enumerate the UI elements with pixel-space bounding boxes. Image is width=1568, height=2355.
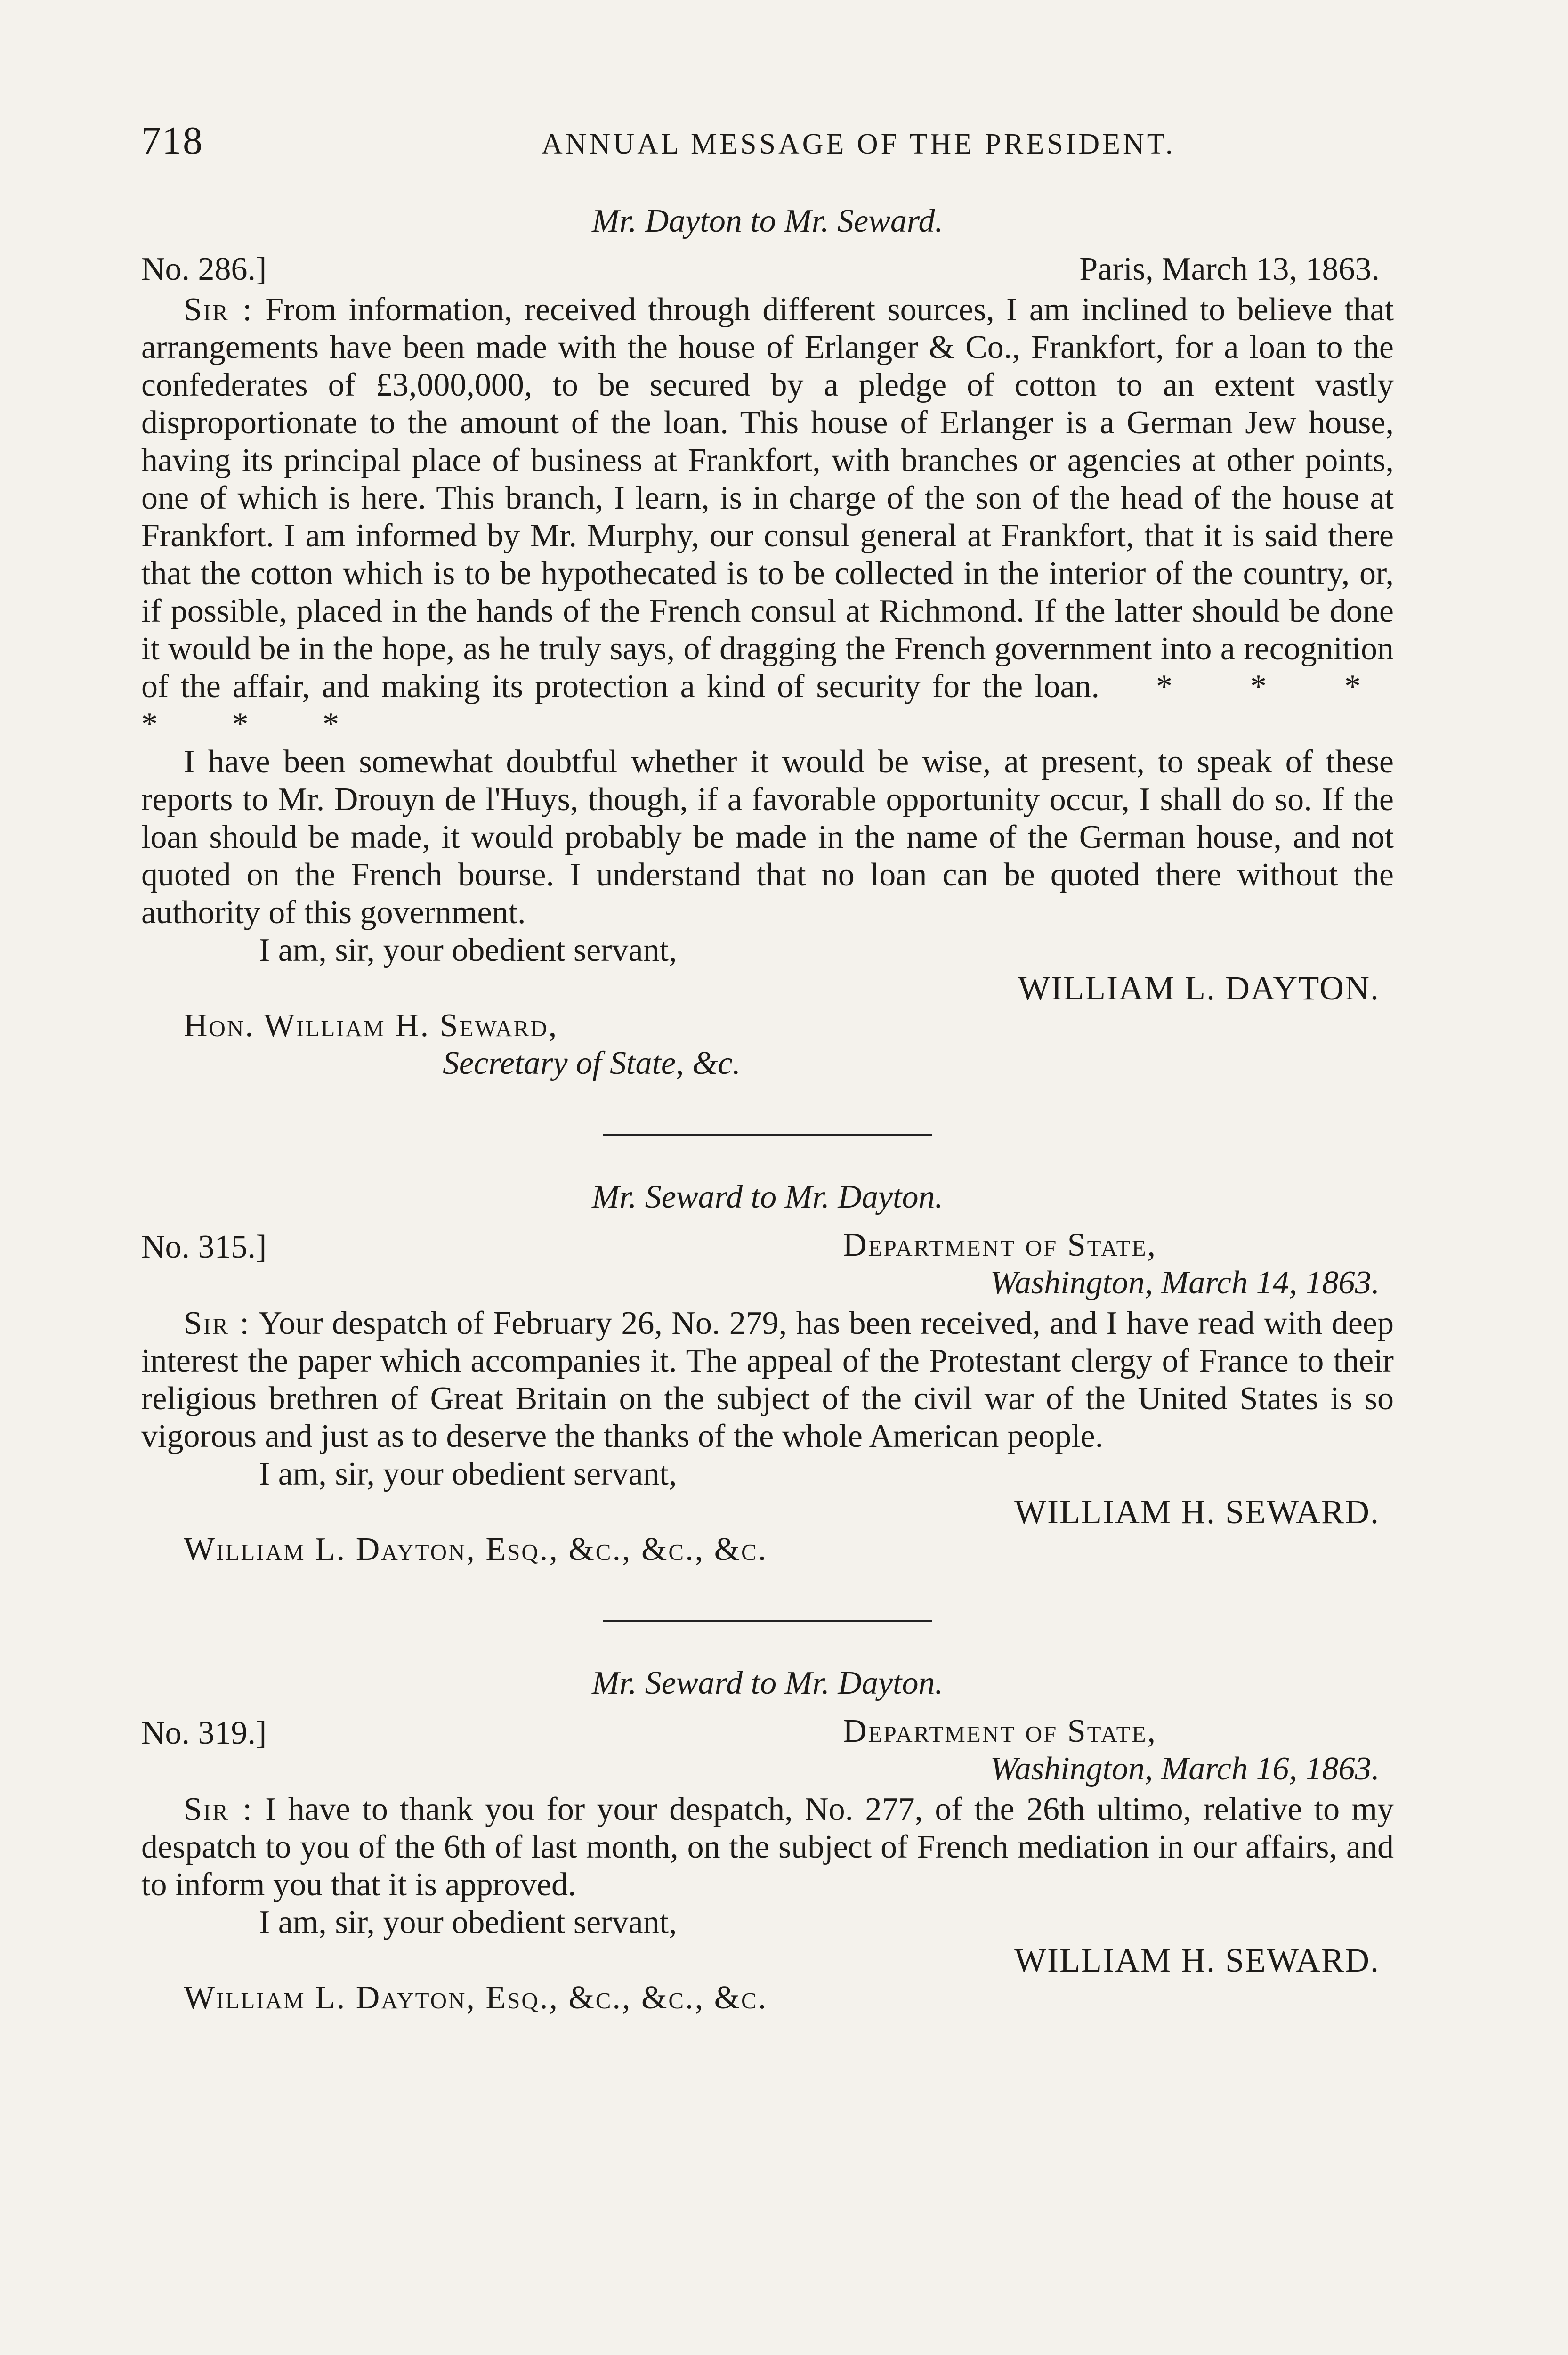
addressee-name: William L. Dayton, Esq., &c., &c., &c. — [184, 1980, 768, 2016]
letter-body — [141, 1305, 1394, 1455]
addressee — [184, 1979, 1394, 2017]
salutation: Sir : — [184, 292, 253, 328]
letter-title: Mr. Dayton to Mr. Seward. — [591, 203, 943, 239]
department: Department of State, — [843, 1713, 1157, 1749]
addressee-title: Secretary of State, &c. — [443, 1045, 741, 1081]
addressee — [184, 1007, 1394, 1082]
letter-title: Mr. Seward to Mr. Dayton. — [591, 1665, 943, 1701]
letter-heading — [141, 1713, 1394, 1788]
section-divider — [603, 1134, 932, 1136]
despatch-number: No. 319.] — [141, 1715, 267, 1751]
running-head: ANNUAL MESSAGE OF THE PRESIDENT. — [542, 128, 1176, 160]
paragraph-text: Your despatch of February 26, No. 279, has been received, and I have read with deep interest the paper which accompanies it. The appeal of the Protestant clergy of France to their religious brethren of Great Britain on the subject of the civil war of the United States is so vigorous and just as to deserve the thanks of the whole American people. — [141, 1305, 1394, 1454]
paragraph — [141, 291, 1394, 743]
addressee-name: Hon. William H. Seward, — [184, 1007, 558, 1044]
paragraph-text: From information, received through different sources, I am inclined to believe that arrangements have been made with the house of Erlanger & Co., Frankfort, for a loan to the confederates of £3,000,000, to be secured by a pledge of cotton to an extent vastly disproportionate to the amount of the loan. This house of Erlanger is a German Jew house, having its principal place of business at Frankfort, with branches or agencies at other points, one of which is here. This branch, I learn, is in charge of the son of the head of the house at Frankfort. I am informed by Mr. Murphy, our consul general at Frankfort, that it is said there that the cotton which is to be hypothecated is to be collected in the interior of the country, or, if possible, placed in the hands of the French consul at Richmond. If the latter should be done it would be in the hope, as he truly says, of dragging the French government into a recognition of the affair, and making its protection a kind of security for the loan. — [141, 292, 1394, 705]
section-divider — [603, 1620, 932, 1622]
dateline — [843, 1226, 1394, 1302]
signature: WILLIAM H. SEWARD. — [1014, 1493, 1380, 1531]
letter-seward-to-dayton-315 — [141, 1178, 1394, 1568]
paragraph — [141, 1791, 1394, 1904]
paragraph-text: I have to thank you for your despatch, No. 277, of the 26th ultimo, relative to my despatch to you of the 6th of last month, on the subject of French mediation in our affairs, and to inform you that it is approved. — [141, 1791, 1394, 1903]
paragraph: I have been somewhat doubtful whether it would be wise, at present, to speak of these reports to Mr. Drouyn de l'Huys, though, if a favorable opportunity occur, I shall do so. If the loan should be made, it would probably be made in the name of the German house, and not quoted on the French bourse. I understand that no loan can be quoted there without the authority of this government. — [141, 744, 1394, 931]
closing: I am, sir, your obedient servant, — [259, 932, 677, 968]
department: Department of State, — [843, 1227, 1157, 1263]
ellipsis-stars: * * * * * * — [141, 668, 1394, 742]
page-number: 718 — [141, 119, 203, 162]
place-date: Washington, March 14, 1863. — [990, 1265, 1380, 1301]
letter-body — [141, 1791, 1394, 1904]
letter-dayton-to-seward — [141, 203, 1394, 1082]
dateline — [843, 1713, 1394, 1788]
signature: WILLIAM L. DAYTON. — [1018, 969, 1380, 1007]
paragraph — [141, 1305, 1394, 1455]
addressee-name: William L. Dayton, Esq., &c., &c., &c. — [184, 1531, 768, 1567]
place-date: Paris, March 13, 1863. — [1079, 251, 1380, 287]
letter-seward-to-dayton-319 — [141, 1665, 1394, 2017]
letter-body — [141, 291, 1394, 932]
text-column — [141, 118, 1394, 2017]
letter-title: Mr. Seward to Mr. Dayton. — [591, 1179, 943, 1215]
closing: I am, sir, your obedient servant, — [259, 1904, 677, 1941]
closing: I am, sir, your obedient servant, — [259, 1456, 677, 1492]
page-header — [141, 118, 1394, 174]
despatch-number: No. 286.] — [141, 251, 267, 287]
salutation: Sir : — [184, 1791, 253, 1827]
salutation: Sir : — [184, 1305, 251, 1341]
addressee — [184, 1531, 1394, 1568]
letter-heading — [141, 1226, 1394, 1302]
despatch-number: No. 315.] — [141, 1229, 267, 1265]
signature: WILLIAM H. SEWARD. — [1014, 1941, 1380, 1979]
place-date: Washington, March 16, 1863. — [990, 1751, 1380, 1787]
letter-heading — [141, 251, 1394, 288]
